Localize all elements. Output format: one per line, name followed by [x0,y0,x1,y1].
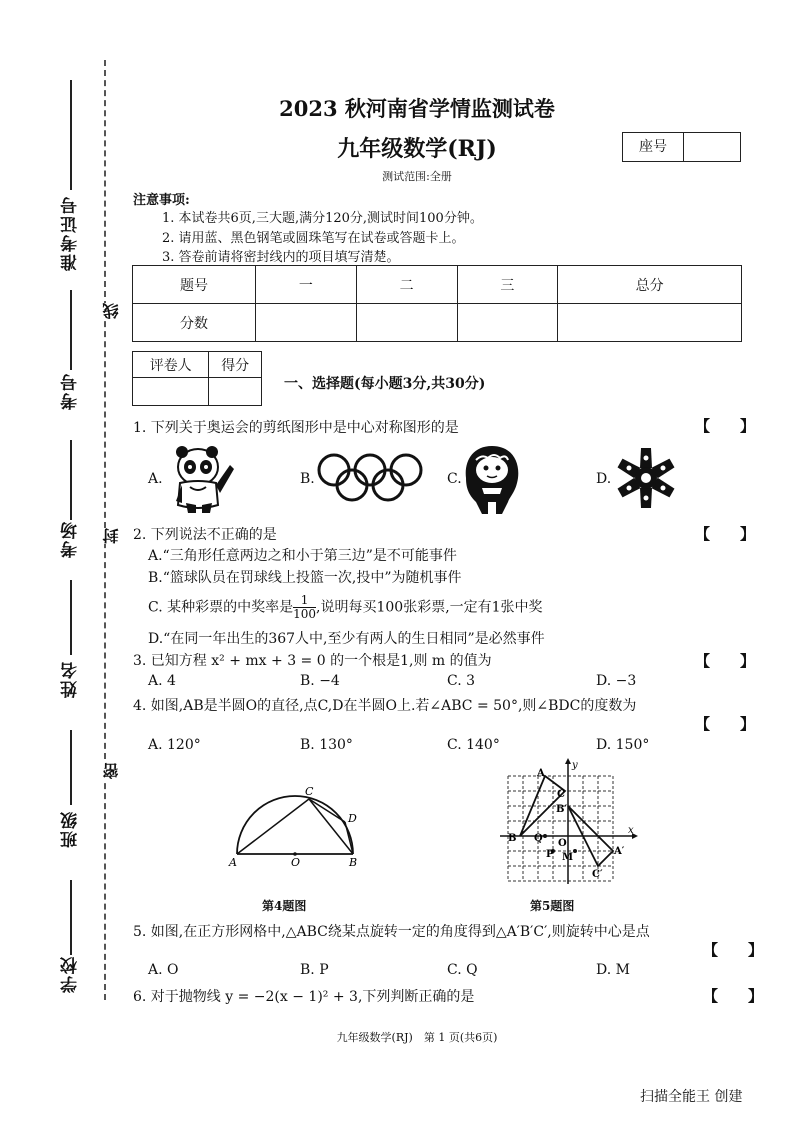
fig5-label-x: x [628,825,634,836]
side-label-name: 姓名 [61,660,81,698]
q4-option-c[interactable]: C. 140° [447,737,500,753]
answer-bracket[interactable]: 【 】 [703,987,764,1005]
fig5-label-b-prime: B′ [556,804,568,815]
fraction-numerator: 1 [293,594,316,608]
grader-label: 评卷人 [133,352,209,378]
fig5-label-o: O [558,838,567,849]
side-fill-line [70,880,72,955]
score-table-header: 总分 [558,266,742,304]
q3-option-c[interactable]: C. 3 [447,673,476,689]
seal-char-secret: 密 [102,763,121,779]
score-cell[interactable] [457,304,558,342]
answer-bracket[interactable]: 【 】 [695,417,756,435]
score-table-header: 题号 [133,266,256,304]
q1-option-d[interactable]: D. [596,471,612,487]
score-cell[interactable] [558,304,742,342]
fig4-label-o: O [291,856,301,868]
figure-5-caption: 第5题图 [530,899,575,913]
side-fill-line [70,730,72,805]
notice-heading: 注意事项: [133,193,190,208]
q2-option-c-text: C. 某种彩票的中奖率是 [148,599,294,616]
q4-option-b[interactable]: B. 130° [300,737,353,753]
side-fill-line [70,440,72,520]
score-cell[interactable] [256,304,357,342]
fig4-label-b: B [349,856,358,868]
fig5-label-b: B [508,833,517,844]
q4-option-d[interactable]: D. 150° [596,737,650,753]
exam-range: 测试范围:全册 [382,170,452,183]
panda-papercut-image [166,443,236,513]
score-cell[interactable] [356,304,457,342]
fig4-label-c: C [305,785,314,798]
q4-option-a[interactable]: A. 120° [148,737,201,753]
q2-option-c-text: ,说明每买100张彩票,一定有1张中奖 [316,599,543,616]
answer-bracket[interactable]: 【 】 [695,525,756,543]
scanner-watermark: 扫描全能王 创建 [640,1089,743,1105]
grader-cell[interactable] [133,378,209,406]
score-row-label: 分数 [133,304,256,342]
fraction-denominator: 100 [293,607,317,621]
fig5-label-y: y [572,760,578,771]
score-table-header: 一 [256,266,357,304]
seat-label: 座号 [623,133,684,161]
notice-item: 3. 答卷前请将密封线内的项目填写清楚。 [162,250,400,265]
exam-title: 2023 秋河南省学情监测试卷 [279,96,555,121]
q1-option-b[interactable]: B. [300,471,315,487]
seat-value-cell[interactable] [684,133,740,161]
answer-bracket[interactable]: 【 】 [695,715,756,733]
side-label-exam-room: 考场 [61,520,81,558]
figure-4-semicircle [225,778,365,868]
score-cell[interactable] [209,378,262,406]
answer-bracket[interactable]: 【 】 [695,652,756,670]
notice-item: 2. 请用蓝、黑色钢笔或圆珠笔写在试卷或答题卡上。 [162,231,465,246]
score-table [132,265,742,342]
q2-option-c[interactable] [148,594,543,621]
page-footer: 九年级数学(RJ) 第 1 页(共6页) [336,1031,498,1044]
question-6-stem: 6. 对于抛物线 y = −2(x − 1)² + 3,下列判断正确的是 [133,989,475,1005]
section-title: 一、选择题(每小题3分,共30分) [284,376,486,392]
fig5-label-p: P [546,849,554,860]
q1-option-c[interactable]: C. [447,471,462,487]
side-label-class: 班级 [61,810,81,848]
olympic-rings-image [316,452,424,504]
seal-char-seal: 封 [102,528,121,544]
question-2-stem: 2. 下列说法不正确的是 [133,527,277,543]
snowflake-papercut-image [612,446,680,510]
q5-option-c[interactable]: C. Q [447,962,478,978]
fraction [293,594,316,621]
answer-bracket[interactable]: 【 】 [703,941,764,959]
figure-5-grid [500,756,640,886]
fig4-label-d: D [348,812,357,825]
question-5-stem: 5. 如图,在正方形网格中,△ABC绕某点旋转一定的角度得到△A′B′C′,则旋转中心是点 [133,924,650,940]
score-label: 得分 [209,352,262,378]
fig5-label-q: Q [534,833,543,844]
notice-item: 1. 本试卷共6页,三大题,满分120分,测试时间100分钟。 [162,211,483,226]
side-label-exam-number: 考号 [61,372,81,410]
question-3-stem: 3. 已知方程 x² + mx + 3 = 0 的一个根是1,则 m 的值为 [133,653,492,669]
figure-4-caption: 第4题图 [262,899,307,913]
q3-option-d[interactable]: D. −3 [596,673,637,689]
q3-option-a[interactable]: A. 4 [148,673,176,689]
grader-table [132,351,262,406]
q2-option-d[interactable]: D.“在同一年出生的367人中,至少有两人的生日相同”是必然事件 [148,631,545,647]
fig5-label-m: M [562,852,574,863]
score-table-header: 二 [356,266,457,304]
q1-option-a[interactable]: A. [148,471,163,487]
fig5-label-c: C [557,789,565,800]
q5-option-a[interactable]: A. O [148,962,179,978]
mascot-papercut-image [462,444,522,516]
q5-option-b[interactable]: B. P [300,962,329,978]
q3-option-b[interactable]: B. −4 [300,673,340,689]
side-fill-line [70,290,72,370]
q5-option-d[interactable]: D. M [596,962,630,978]
question-4-stem: 4. 如图,AB是半圆O的直径,点C,D在半圆O上.若∠ABC = 50°,则∠BDC的度数为 [133,698,637,714]
side-label-exam-id: 准考证号 [61,195,81,271]
fig5-label-a-prime: A′ [614,846,625,857]
fig5-label-a: A [537,768,545,779]
q2-option-a[interactable]: A.“三角形任意两边之和小于第三边”是不可能事件 [148,548,457,564]
side-fill-line [70,580,72,655]
score-table-header: 三 [457,266,558,304]
fig5-label-c-prime: C′ [592,869,603,880]
question-1-stem: 1. 下列关于奥运会的剪纸图形中是中心对称图形的是 [133,420,459,436]
side-label-school: 学校 [61,955,81,993]
seal-char-line: 线 [102,303,121,319]
seat-number-box [622,132,741,162]
exam-subtitle: 九年级数学(RJ) [337,136,497,162]
q2-option-b[interactable]: B.“篮球队员在罚球线上投篮一次,投中”为随机事件 [148,570,462,586]
fig4-label-a: A [229,856,237,868]
